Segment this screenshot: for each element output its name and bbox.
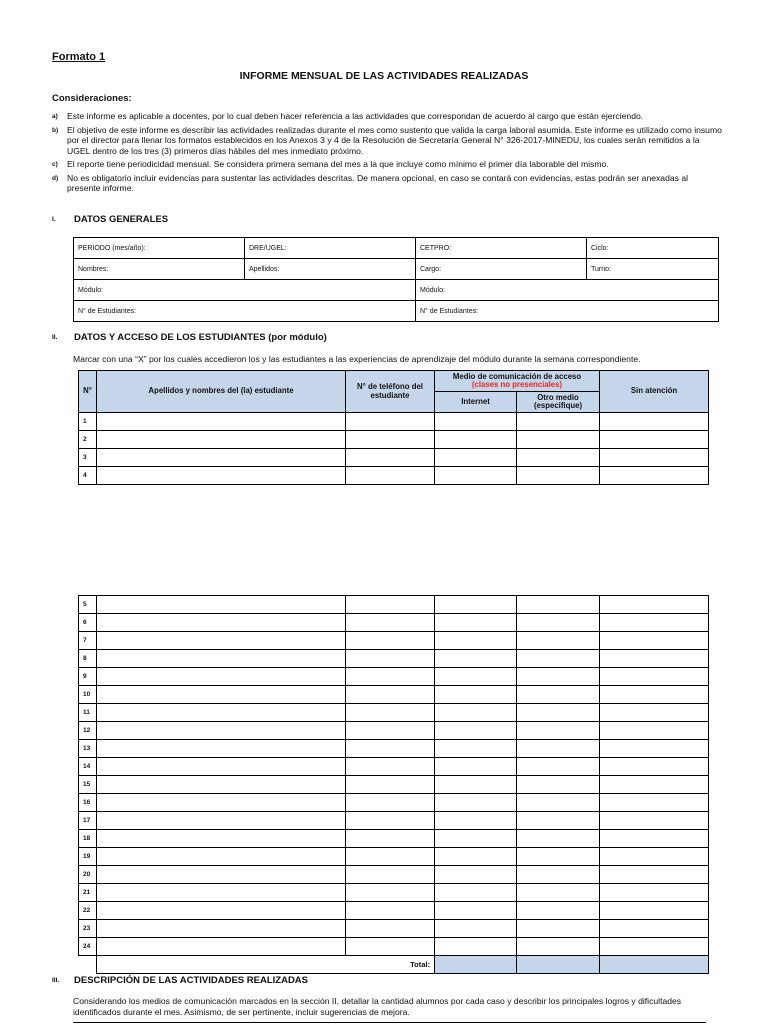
- section-2-heading: [52, 332, 327, 343]
- header-name: Apellidos y nombres del (la) estudiante: [97, 371, 346, 413]
- internet-cell[interactable]: [435, 812, 517, 830]
- ciclo-field[interactable]: Ciclo:: [587, 238, 719, 259]
- document-title: INFORME MENSUAL DE LAS ACTIVIDADES REALIZADAS: [239, 70, 529, 82]
- phone-cell[interactable]: [346, 467, 435, 485]
- estudiantes-field[interactable]: N° de Estudiantes:: [416, 301, 719, 322]
- section-number: III.: [52, 977, 60, 984]
- no-attention-cell[interactable]: [600, 722, 709, 740]
- student-name-cell[interactable]: [97, 884, 346, 902]
- student-name-cell[interactable]: [97, 431, 346, 449]
- internet-cell[interactable]: [435, 614, 517, 632]
- other-medium-cell[interactable]: [517, 938, 600, 956]
- other-medium-cell[interactable]: [517, 449, 600, 467]
- internet-cell[interactable]: [435, 776, 517, 794]
- section-3-heading: [52, 975, 308, 986]
- table-row: [79, 884, 709, 902]
- header-other: Otro medio (especifique): [517, 392, 600, 413]
- no-attention-cell[interactable]: [600, 758, 709, 776]
- section-number: II.: [52, 334, 58, 341]
- section-title: DATOS GENERALES: [74, 214, 169, 225]
- phone-cell[interactable]: [346, 848, 435, 866]
- phone-cell[interactable]: [346, 704, 435, 722]
- no-attention-cell[interactable]: [600, 848, 709, 866]
- modulo-field[interactable]: Módulo:: [74, 280, 416, 301]
- header-medium-note: (clases no presenciales): [471, 380, 563, 389]
- no-attention-cell[interactable]: [600, 596, 709, 614]
- row-number: 18: [79, 830, 97, 848]
- consideration-item: [52, 111, 722, 122]
- no-attention-cell[interactable]: [600, 614, 709, 632]
- internet-cell[interactable]: [435, 632, 517, 650]
- row-number: 17: [79, 812, 97, 830]
- student-name-cell[interactable]: [97, 704, 346, 722]
- internet-cell[interactable]: [435, 938, 517, 956]
- student-name-cell[interactable]: [97, 830, 346, 848]
- total-row: [79, 956, 709, 974]
- phone-cell[interactable]: [346, 686, 435, 704]
- no-attention-cell[interactable]: [600, 794, 709, 812]
- section-title: DESCRIPCIÓN DE LAS ACTIVIDADES REALIZADAS: [74, 975, 308, 986]
- row-number: 23: [79, 920, 97, 938]
- student-name-cell[interactable]: [97, 938, 346, 956]
- row-number: 1: [79, 413, 97, 431]
- phone-cell[interactable]: [346, 794, 435, 812]
- internet-cell[interactable]: [435, 413, 517, 431]
- student-name-cell[interactable]: [97, 866, 346, 884]
- consideration-letter: c): [52, 160, 58, 168]
- estudiantes-field[interactable]: N° de Estudiantes:: [74, 301, 416, 322]
- students-table-continued: [78, 595, 709, 974]
- phone-cell[interactable]: [346, 668, 435, 686]
- no-attention-cell[interactable]: [600, 920, 709, 938]
- phone-cell[interactable]: [346, 632, 435, 650]
- internet-cell[interactable]: [435, 920, 517, 938]
- student-name-cell[interactable]: [97, 794, 346, 812]
- row-number: 22: [79, 902, 97, 920]
- student-name-cell[interactable]: [97, 467, 346, 485]
- internet-cell[interactable]: [435, 431, 517, 449]
- table-row: [79, 866, 709, 884]
- internet-cell[interactable]: [435, 830, 517, 848]
- no-attention-cell[interactable]: [600, 902, 709, 920]
- table-row: [79, 848, 709, 866]
- nombres-field[interactable]: Nombres:: [74, 259, 245, 280]
- no-attention-cell[interactable]: [600, 776, 709, 794]
- row-number: 14: [79, 758, 97, 776]
- other-medium-cell[interactable]: [517, 902, 600, 920]
- other-medium-cell[interactable]: [517, 668, 600, 686]
- student-name-cell[interactable]: [97, 848, 346, 866]
- row-number: 3: [79, 449, 97, 467]
- row-number: 13: [79, 740, 97, 758]
- other-medium-cell[interactable]: [517, 812, 600, 830]
- section-title: DATOS Y ACCESO DE LOS ESTUDIANTES (por módulo): [74, 332, 327, 343]
- table-row: [79, 431, 709, 449]
- phone-cell[interactable]: [346, 740, 435, 758]
- student-name-cell[interactable]: [97, 650, 346, 668]
- table-row: [79, 650, 709, 668]
- phone-cell[interactable]: [346, 650, 435, 668]
- no-attention-cell[interactable]: [600, 740, 709, 758]
- table-row: [79, 686, 709, 704]
- table-row: [79, 668, 709, 686]
- row-number: 10: [79, 686, 97, 704]
- consideration-text: El reporte tiene periodicidad mensual. Se considera primera semana del mes a la que incluye como mínimo el primer día laborable del mismo.: [67, 158, 609, 169]
- no-attention-cell[interactable]: [600, 632, 709, 650]
- other-medium-cell[interactable]: [517, 431, 600, 449]
- internet-cell[interactable]: [435, 758, 517, 776]
- header-phone: N° de teléfono del estudiante: [346, 371, 435, 413]
- students-table: [78, 370, 709, 485]
- phone-cell[interactable]: [346, 431, 435, 449]
- consideration-item: [52, 125, 722, 156]
- total-other-cell[interactable]: [517, 956, 600, 974]
- internet-cell[interactable]: [435, 704, 517, 722]
- row-number: 8: [79, 650, 97, 668]
- phone-cell[interactable]: [346, 884, 435, 902]
- table-row: [79, 704, 709, 722]
- internet-cell[interactable]: [435, 467, 517, 485]
- student-name-cell[interactable]: [97, 812, 346, 830]
- considerations-heading: Consideraciones:: [52, 93, 132, 104]
- internet-cell[interactable]: [435, 848, 517, 866]
- table-row: [79, 413, 709, 431]
- internet-cell[interactable]: [435, 866, 517, 884]
- other-medium-cell[interactable]: [517, 467, 600, 485]
- table-row: [79, 722, 709, 740]
- other-medium-cell[interactable]: [517, 794, 600, 812]
- phone-cell[interactable]: [346, 722, 435, 740]
- header-medium-label: Medio de comunicación de acceso: [452, 371, 582, 381]
- total-label: Total:: [97, 956, 435, 974]
- other-medium-cell[interactable]: [517, 722, 600, 740]
- table-row: [79, 449, 709, 467]
- row-number: 11: [79, 704, 97, 722]
- format-label: Formato 1: [52, 51, 106, 63]
- other-medium-cell[interactable]: [517, 596, 600, 614]
- total-internet-cell[interactable]: [435, 956, 517, 974]
- internet-cell[interactable]: [435, 596, 517, 614]
- student-name-cell[interactable]: [97, 902, 346, 920]
- row-number: 7: [79, 632, 97, 650]
- phone-cell[interactable]: [346, 830, 435, 848]
- table-row: [79, 776, 709, 794]
- header-internet: Internet: [435, 392, 517, 413]
- consideration-text: No es obligatorio incluir evidencias para sustentar las actividades descritas. De manera opcional, en caso se contará con evidencias, estas podrán ser anexadas al presente informe.: [67, 173, 689, 194]
- row-number: 9: [79, 668, 97, 686]
- row-number: 24: [79, 938, 97, 956]
- cetpro-field[interactable]: CETPRO:: [416, 238, 587, 259]
- other-medium-cell[interactable]: [517, 848, 600, 866]
- internet-cell[interactable]: [435, 650, 517, 668]
- table-row: [79, 812, 709, 830]
- phone-cell[interactable]: [346, 920, 435, 938]
- section-3-instruction: Considerando los medios de comunicación marcados en la sección II, detallar la cantidad alumnos por cada caso y describir los principales logros y dificultades identificados durante el mes. Asimismo, de ser pertinente, incluir sugerencias de mejora.: [73, 996, 682, 1017]
- consideration-item: [52, 159, 722, 170]
- periodo-field[interactable]: PERIODO (mes/año):: [74, 238, 245, 259]
- blank-cell: [79, 956, 97, 974]
- table-row: [79, 632, 709, 650]
- header-no-attention: Sin atención: [600, 371, 709, 413]
- table-row: [79, 614, 709, 632]
- turno-field[interactable]: Turno:: [587, 259, 719, 280]
- student-name-cell[interactable]: [97, 740, 346, 758]
- no-attention-cell[interactable]: [600, 413, 709, 431]
- section-1-heading: [52, 214, 168, 225]
- internet-cell[interactable]: [435, 902, 517, 920]
- row-number: 15: [79, 776, 97, 794]
- student-name-cell[interactable]: [97, 686, 346, 704]
- student-name-cell[interactable]: [97, 614, 346, 632]
- total-no-attention-cell[interactable]: [600, 956, 709, 974]
- phone-cell[interactable]: [346, 812, 435, 830]
- considerations-list: [52, 111, 722, 196]
- phone-cell[interactable]: [346, 866, 435, 884]
- phone-cell[interactable]: [346, 758, 435, 776]
- student-name-cell[interactable]: [97, 722, 346, 740]
- internet-cell[interactable]: [435, 740, 517, 758]
- header-medium: [435, 371, 600, 392]
- student-name-cell[interactable]: [97, 632, 346, 650]
- section-number: I.: [52, 216, 56, 223]
- no-attention-cell[interactable]: [600, 686, 709, 704]
- phone-cell[interactable]: [346, 776, 435, 794]
- no-attention-cell[interactable]: [600, 812, 709, 830]
- no-attention-cell[interactable]: [600, 467, 709, 485]
- other-medium-cell[interactable]: [517, 758, 600, 776]
- other-medium-cell[interactable]: [517, 413, 600, 431]
- internet-cell[interactable]: [435, 722, 517, 740]
- modulo-field[interactable]: Módulo:: [416, 280, 719, 301]
- row-number: 19: [79, 848, 97, 866]
- consideration-letter: b): [52, 127, 59, 135]
- table-row: [79, 794, 709, 812]
- phone-cell[interactable]: [346, 596, 435, 614]
- table-row: [79, 920, 709, 938]
- no-attention-cell[interactable]: [600, 866, 709, 884]
- no-attention-cell[interactable]: [600, 650, 709, 668]
- other-medium-cell[interactable]: [517, 776, 600, 794]
- no-attention-cell[interactable]: [600, 704, 709, 722]
- dre-field[interactable]: DRE/UGEL:: [245, 238, 416, 259]
- table-row: [79, 902, 709, 920]
- other-medium-cell[interactable]: [517, 884, 600, 902]
- apellidos-field[interactable]: Apellidos:: [245, 259, 416, 280]
- table-row: [79, 740, 709, 758]
- consideration-letter: a): [52, 113, 58, 120]
- consideration-text: El objetivo de este informe es describir las actividades realizadas durante el mes como sustento que valida la carga laboral asumida. Este informe es utilizado como insumo por el director para llenar los formatos establecidos en los Anexos 3 y 4 de la Resolución de Secretaría General N° 326-2017-MINEDU, los cuales serán remitidos a la UGEL dentro de los tres (3) primeros días hábiles del mes inmediato próximo.: [67, 125, 722, 156]
- no-attention-cell[interactable]: [600, 884, 709, 902]
- other-medium-cell[interactable]: [517, 704, 600, 722]
- no-attention-cell[interactable]: [600, 830, 709, 848]
- student-name-cell[interactable]: [97, 776, 346, 794]
- other-medium-cell[interactable]: [517, 686, 600, 704]
- internet-cell[interactable]: [435, 884, 517, 902]
- no-attention-cell[interactable]: [600, 668, 709, 686]
- phone-cell[interactable]: [346, 902, 435, 920]
- consideration-item: [52, 173, 722, 193]
- table-row: [79, 758, 709, 776]
- student-name-cell[interactable]: [97, 596, 346, 614]
- row-number: 6: [79, 614, 97, 632]
- row-number: 20: [79, 866, 97, 884]
- other-medium-cell[interactable]: [517, 830, 600, 848]
- phone-cell[interactable]: [346, 449, 435, 467]
- table-row: [79, 938, 709, 956]
- section-2-instruction: Marcar con una “X” por los cuales accedieron los y las estudiantes a las experiencias de aprendizaje del módulo durante la semana correspondiente.: [73, 354, 641, 364]
- other-medium-cell[interactable]: [517, 632, 600, 650]
- no-attention-cell[interactable]: [600, 938, 709, 956]
- student-name-cell[interactable]: [97, 668, 346, 686]
- row-number: 21: [79, 884, 97, 902]
- other-medium-cell[interactable]: [517, 866, 600, 884]
- general-data-table: [73, 237, 719, 322]
- consideration-letter: d): [52, 175, 59, 183]
- no-attention-cell[interactable]: [600, 431, 709, 449]
- consideration-text: Este informe es aplicable a docentes, por lo cual deben hacer referencia a las actividades que correspondan de acuerdo al cargo que están ejerciendo.: [67, 111, 644, 121]
- internet-cell[interactable]: [435, 449, 517, 467]
- internet-cell[interactable]: [435, 668, 517, 686]
- table-row: [79, 830, 709, 848]
- bottom-rule: [73, 1022, 706, 1023]
- student-name-cell[interactable]: [97, 758, 346, 776]
- other-medium-cell[interactable]: [517, 740, 600, 758]
- cargo-field[interactable]: Cargo:: [416, 259, 587, 280]
- row-number: 16: [79, 794, 97, 812]
- row-number: 12: [79, 722, 97, 740]
- no-attention-cell[interactable]: [600, 449, 709, 467]
- other-medium-cell[interactable]: [517, 920, 600, 938]
- phone-cell[interactable]: [346, 938, 435, 956]
- phone-cell[interactable]: [346, 614, 435, 632]
- internet-cell[interactable]: [435, 794, 517, 812]
- table-row: [79, 467, 709, 485]
- phone-cell[interactable]: [346, 413, 435, 431]
- row-number: 5: [79, 596, 97, 614]
- other-medium-cell[interactable]: [517, 650, 600, 668]
- student-name-cell[interactable]: [97, 920, 346, 938]
- row-number: 2: [79, 431, 97, 449]
- header-num: N°: [79, 371, 97, 413]
- row-number: 4: [79, 467, 97, 485]
- student-name-cell[interactable]: [97, 413, 346, 431]
- student-name-cell[interactable]: [97, 449, 346, 467]
- table-row: [79, 596, 709, 614]
- internet-cell[interactable]: [435, 686, 517, 704]
- other-medium-cell[interactable]: [517, 614, 600, 632]
